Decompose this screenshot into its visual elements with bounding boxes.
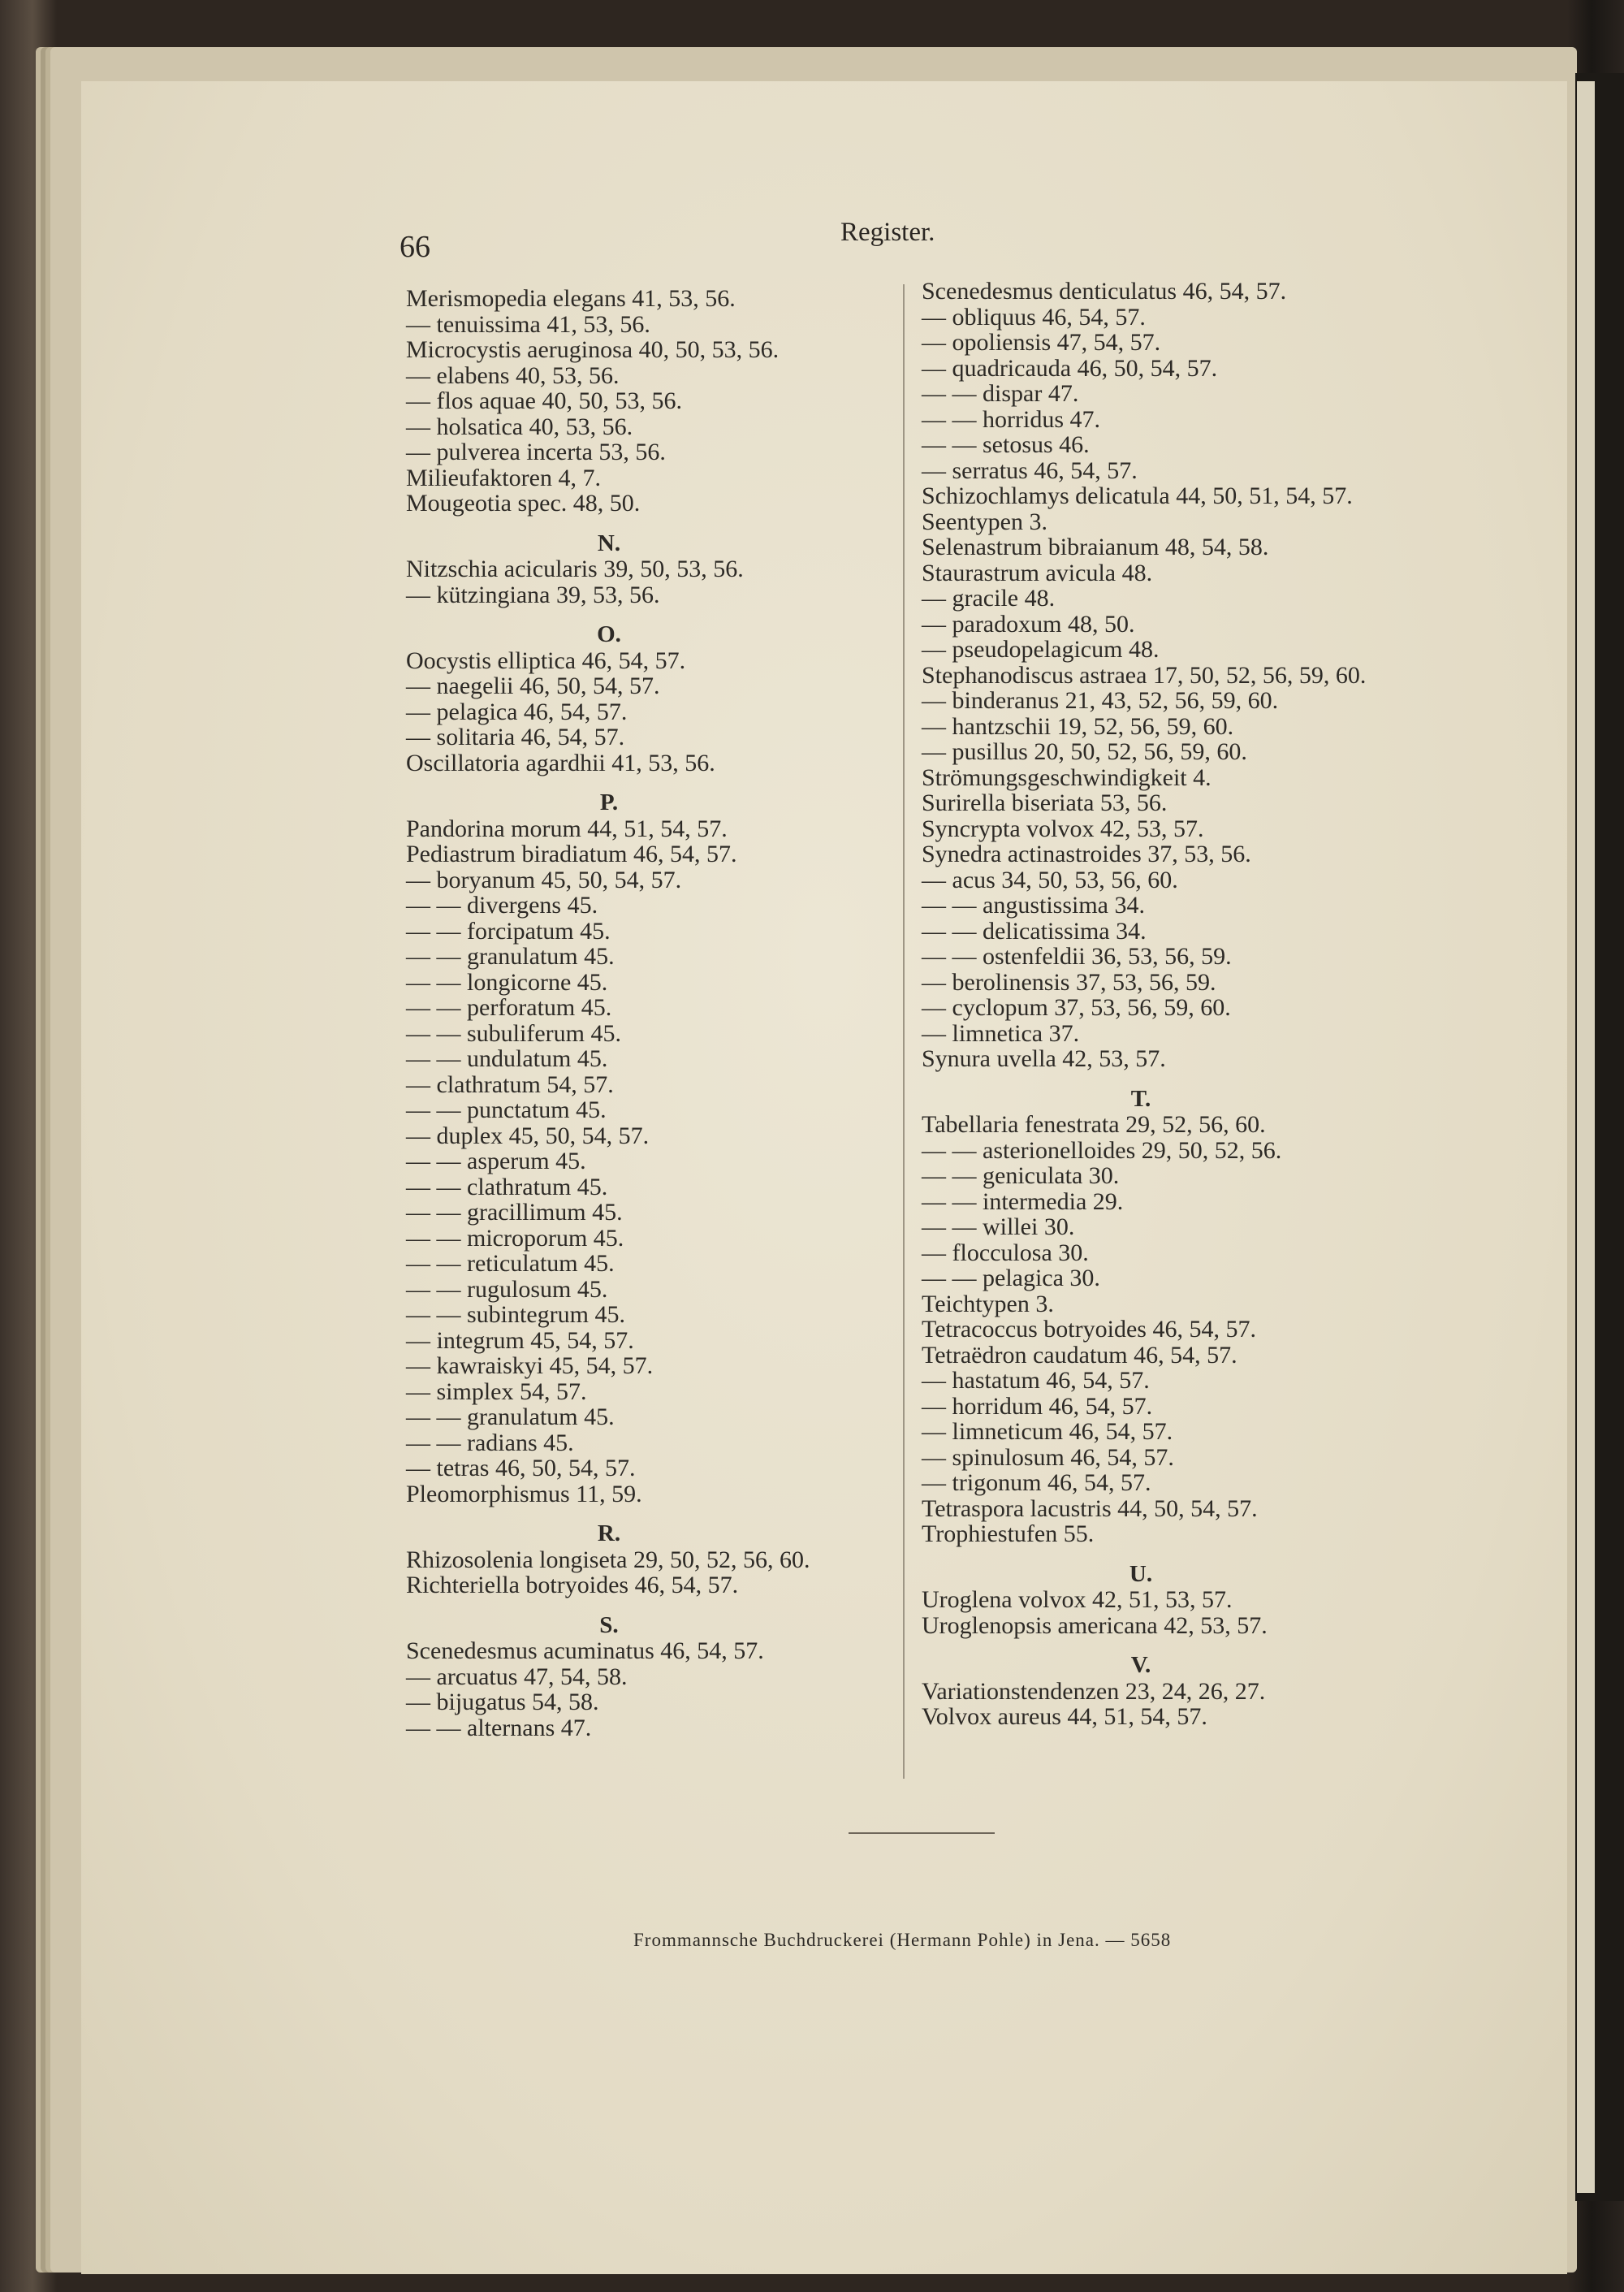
index-entry: Oocystis elliptica 46, 54, 57. xyxy=(406,647,686,674)
index-entry: — — rugulosum 45. xyxy=(406,1275,608,1303)
index-entry: — — subuliferum 45. xyxy=(406,1019,621,1047)
index-entry: — horridum 46, 54, 57. xyxy=(922,1392,1153,1420)
index-entry: Synura uvella 42, 53, 57. xyxy=(922,1045,1166,1072)
index-entry: — — ostenfeldii 36, 53, 56, 59. xyxy=(922,943,1232,970)
index-entry: Synedra actinastroides 37, 53, 56. xyxy=(922,841,1251,867)
index-entry: — cyclopum 37, 53, 56, 59, 60. xyxy=(922,994,1231,1021)
index-column-right xyxy=(922,279,1425,1730)
index-entry: — gracile 48. xyxy=(922,585,1056,612)
index-entry: — clathratum 54, 57. xyxy=(406,1070,614,1098)
index-entry: — paradoxum 48, 50. xyxy=(922,610,1135,638)
index-entry: Tetraëdron caudatum 46, 54, 57. xyxy=(922,1341,1237,1369)
index-entry: Oscillatoria agardhii 41, 53, 56. xyxy=(406,749,715,776)
index-entry: Tetraspora lacustris 44, 50, 54, 57. xyxy=(922,1494,1258,1522)
index-entry: — spinulosum 46, 54, 57. xyxy=(922,1443,1174,1471)
letter-heading: U. xyxy=(1129,1560,1153,1587)
letter-heading: R. xyxy=(597,1520,621,1546)
index-entry: Mougeotia spec. 48, 50. xyxy=(406,490,641,517)
index-entry: Staurastrum avicula 48. xyxy=(922,559,1153,586)
index-entry: — kawraiskyi 45, 54, 57. xyxy=(406,1352,654,1379)
column-divider xyxy=(903,284,905,1779)
index-entry: — pseudopelagicum 48. xyxy=(922,636,1160,663)
index-entry: Milieufaktoren 4, 7. xyxy=(406,464,601,491)
index-entry: — — angustissima 34. xyxy=(922,892,1145,919)
index-entry: — — microporum 45. xyxy=(406,1224,624,1252)
index-entry: — limneticum 46, 54, 57. xyxy=(922,1418,1173,1445)
index-entry: Microcystis aeruginosa 40, 50, 53, 56. xyxy=(406,336,780,363)
index-entry: Scenedesmus acuminatus 46, 54, 57. xyxy=(406,1637,764,1664)
index-entry: Schizochlamys delicatula 44, 50, 51, 54, 57. xyxy=(922,482,1353,509)
index-entry: Strömungsgeschwindigkeit 4. xyxy=(922,763,1212,791)
running-head: Register. xyxy=(840,218,935,247)
index-entry: — quadricauda 46, 50, 54, 57. xyxy=(922,354,1218,382)
index-entry: — flocculosa 30. xyxy=(922,1239,1089,1266)
index-entry: — — intermedia 29. xyxy=(922,1187,1124,1215)
index-entry: Variationstendenzen 23, 24, 26, 27. xyxy=(922,1677,1266,1705)
index-entry: Selenastrum bibraianum 48, 54, 58. xyxy=(922,534,1269,560)
index-entry: — flos aquae 40, 50, 53, 56. xyxy=(406,387,682,414)
index-entry: — pelagica 46, 54, 57. xyxy=(406,698,628,725)
index-entry: — — dispar 47. xyxy=(922,380,1079,407)
index-entry: — boryanum 45, 50, 54, 57. xyxy=(406,866,682,893)
index-entry: — — delicatissima 34. xyxy=(922,917,1147,945)
index-entry: — integrum 45, 54, 57. xyxy=(406,1326,634,1354)
index-entry: — — perforatum 45. xyxy=(406,994,612,1021)
index-entry: Surirella biseriata 53, 56. xyxy=(922,789,1168,816)
index-entry: — — punctatum 45. xyxy=(406,1096,607,1123)
index-entry: — naegelii 46, 50, 54, 57. xyxy=(406,672,660,699)
index-entry: Volvox aureus 44, 51, 54, 57. xyxy=(922,1703,1207,1730)
letter-heading: N. xyxy=(597,530,621,556)
index-entry: — — longicorne 45. xyxy=(406,968,608,996)
index-entry: — — setosus 46. xyxy=(922,431,1090,458)
index-entry: — duplex 45, 50, 54, 57. xyxy=(406,1122,650,1149)
index-entry: — holsatica 40, 53, 56. xyxy=(406,413,633,440)
index-entry: Uroglena volvox 42, 51, 53, 57. xyxy=(922,1586,1233,1613)
index-entry: — simplex 54, 57. xyxy=(406,1377,587,1405)
index-entry: Uroglenopsis americana 42, 53, 57. xyxy=(922,1611,1268,1639)
index-entry: Richteriella botryoides 46, 54, 57. xyxy=(406,1572,739,1598)
index-entry: — bijugatus 54, 58. xyxy=(406,1689,599,1715)
index-entry: Pleomorphismus 11, 59. xyxy=(406,1480,642,1507)
index-entry: Syncrypta volvox 42, 53, 57. xyxy=(922,815,1204,842)
index-entry: Pediastrum biradiatum 46, 54, 57. xyxy=(406,841,737,867)
index-entry: — — divergens 45. xyxy=(406,892,598,919)
index-entry: — acus 34, 50, 53, 56, 60. xyxy=(922,866,1178,893)
index-entry: — kützingiana 39, 53, 56. xyxy=(406,581,660,608)
index-entry: — serratus 46, 54, 57. xyxy=(922,456,1138,484)
index-entry: — — undulatum 45. xyxy=(406,1045,608,1072)
index-entry: Tabellaria fenestrata 29, 52, 56, 60. xyxy=(922,1111,1266,1138)
index-entry: — — forcipatum 45. xyxy=(406,917,611,945)
index-entry: Seentypen 3. xyxy=(922,508,1047,535)
index-entry: — binderanus 21, 43, 52, 56, 59, 60. xyxy=(922,687,1279,714)
index-column-left xyxy=(406,286,877,1741)
index-entry: — limnetica 37. xyxy=(922,1019,1080,1047)
index-entry: — — subintegrum 45. xyxy=(406,1301,625,1328)
index-entry: — trigonum 46, 54, 57. xyxy=(922,1469,1151,1496)
index-entry: — hastatum 46, 54, 57. xyxy=(922,1367,1150,1394)
letter-heading: T. xyxy=(1130,1085,1151,1112)
next-page-edge xyxy=(1577,81,1595,2193)
index-entry: — obliquus 46, 54, 57. xyxy=(922,303,1146,331)
index-entry: Pandorina morum 44, 51, 54, 57. xyxy=(406,815,728,842)
index-entry: — tenuissima 41, 53, 56. xyxy=(406,310,650,338)
index-entry: Stephanodiscus astraea 17, 50, 52, 56, 59, 60. xyxy=(922,661,1367,689)
index-entry: Trophiestufen 55. xyxy=(922,1520,1095,1547)
index-entry: — — radians 45. xyxy=(406,1429,574,1456)
index-entry: — — reticulatum 45. xyxy=(406,1250,615,1277)
index-entry: — hantzschii 19, 52, 56, 59, 60. xyxy=(922,712,1234,740)
index-entry: — — granulatum 45. xyxy=(406,1403,615,1430)
index-entry: — — geniculata 30. xyxy=(922,1162,1120,1189)
index-entry: — — gracillimum 45. xyxy=(406,1199,623,1226)
index-entry: Tetracoccus botryoides 46, 54, 57. xyxy=(922,1316,1256,1343)
letter-heading: V. xyxy=(1130,1652,1151,1678)
index-entry: Scenedesmus denticulatus 46, 54, 57. xyxy=(922,278,1287,305)
index-entry: — — horridus 47. xyxy=(922,405,1100,433)
index-entry: Nitzschia acicularis 39, 50, 53, 56. xyxy=(406,556,744,582)
end-rule xyxy=(849,1832,995,1834)
index-entry: — pulverea incerta 53, 56. xyxy=(406,439,666,465)
index-entry: — — granulatum 45. xyxy=(406,943,615,970)
index-entry: — berolinensis 37, 53, 56, 59. xyxy=(922,968,1216,996)
letter-heading: O. xyxy=(597,621,621,647)
index-entry: — opoliensis 47, 54, 57. xyxy=(922,329,1161,356)
index-entry: Teichtypen 3. xyxy=(922,1290,1054,1317)
index-entry: — pusillus 20, 50, 52, 56, 59, 60. xyxy=(922,738,1247,765)
index-entry: — solitaria 46, 54, 57. xyxy=(406,724,625,750)
index-entry: — — pelagica 30. xyxy=(922,1265,1100,1291)
index-entry: — — asterionelloides 29, 50, 52, 56. xyxy=(922,1136,1282,1164)
index-entry: — — asperum 45. xyxy=(406,1148,586,1174)
page-number: 66 xyxy=(400,230,430,264)
index-entry: Rhizosolenia longiseta 29, 50, 52, 56, 60. xyxy=(406,1546,810,1573)
index-entry: — arcuatus 47, 54, 58. xyxy=(406,1663,628,1690)
index-entry: — elabens 40, 53, 56. xyxy=(406,361,620,389)
index-entry: — tetras 46, 50, 54, 57. xyxy=(406,1455,636,1481)
letter-heading: P. xyxy=(599,789,619,815)
index-entry: — — clathratum 45. xyxy=(406,1173,608,1200)
letter-heading: S. xyxy=(599,1611,619,1638)
index-entry: — — willei 30. xyxy=(922,1213,1075,1240)
printer-imprint: Frommannsche Buchdruckerei (Hermann Pohle) in Jena. — 5658 xyxy=(633,1930,1172,1950)
index-entry: Merismopedia elegans 41, 53, 56. xyxy=(406,285,736,312)
index-entry: — — alternans 47. xyxy=(406,1714,592,1741)
